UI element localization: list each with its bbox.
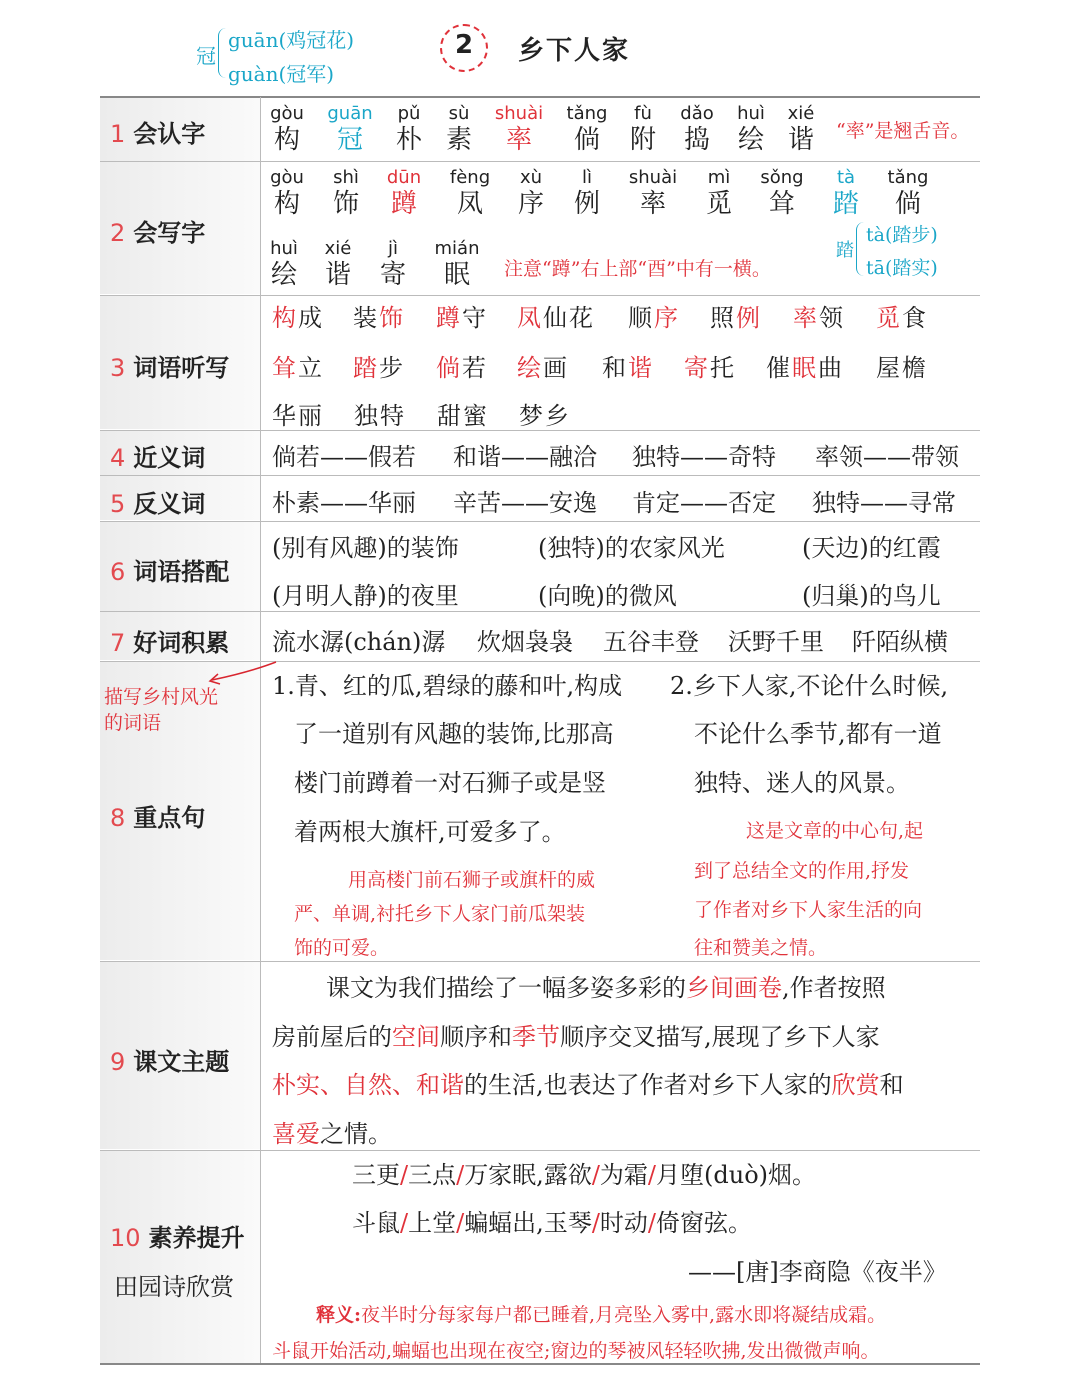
hanzi: 蹲 <box>390 189 417 219</box>
pinyin-char-cell <box>440 168 500 220</box>
pinyin-char-cell <box>557 168 617 220</box>
s8-right-line: 不论什么季节,都有一道 <box>694 720 942 748</box>
hanzi: 冠 <box>336 125 363 155</box>
hanzi: 附 <box>629 125 656 155</box>
dictation-word: 独特 <box>354 402 406 430</box>
pinyin: pǔ <box>397 103 421 124</box>
s8-right-note: 了作者对乡下人家生活的向 <box>694 899 923 921</box>
guan-reading-2: guàn(冠军) <box>228 62 335 86</box>
pinyin-char-cell <box>878 168 938 220</box>
pinyin: xié <box>324 238 352 259</box>
s8-left-note: 饰的可爱。 <box>294 937 390 959</box>
s6-item: (月明人静)的夜里 <box>272 582 459 610</box>
s4-item: 率领——带领 <box>815 443 959 471</box>
section-9-label: 9 课文主题 <box>110 1048 230 1076</box>
s8-right-line: 2.乡下人家,不论什么时候, <box>670 672 949 700</box>
s6-item: (向晚)的微风 <box>538 582 677 610</box>
dictation-word: 照例 <box>710 304 762 332</box>
pinyin-char-cell <box>257 104 317 156</box>
pinyin-char-cell <box>771 104 831 156</box>
hanzi: 觅 <box>705 189 732 219</box>
pinyin-char-cell <box>320 104 380 156</box>
pinyin: fèng <box>449 167 491 188</box>
hanzi: 倘 <box>573 125 600 155</box>
dictation-word: 耸立 <box>272 354 324 382</box>
s4-item: 独特——奇特 <box>632 443 776 471</box>
guan-brace <box>218 28 227 78</box>
pinyin-char-cell <box>257 168 317 220</box>
section-2-label: 2 会写字 <box>110 219 206 247</box>
s6-item: (归巢)的鸟儿 <box>802 582 941 610</box>
s8-right-note: 这是文章的中心句,起 <box>746 820 924 842</box>
pinyin: shuài <box>494 103 544 124</box>
hanzi: 率 <box>639 189 666 219</box>
pinyin: dǎo <box>680 103 714 124</box>
hanzi: 眠 <box>443 260 470 290</box>
pinyin: guān <box>327 103 373 124</box>
s7-item: 沃野千里 <box>728 628 824 656</box>
s8-left-line: 楼门前蹲着一对石狮子或是竖 <box>294 769 606 797</box>
dictation-word: 催眠曲 <box>766 354 844 382</box>
hanzi: 绘 <box>270 260 297 290</box>
pinyin-char-cell <box>816 168 876 220</box>
guan-reading-1: guān(鸡冠花) <box>228 28 355 52</box>
pinyin-char-cell <box>623 168 683 220</box>
poem-line-2: 斗鼠/上堂/蝙蝠出,玉琴/时动/倚窗弦。 <box>352 1209 753 1237</box>
dictation-word: 寄托 <box>684 354 736 382</box>
pinyin: xù <box>519 167 543 188</box>
dictation-word: 凤仙花 <box>517 304 595 332</box>
pinyin: huì <box>270 238 298 259</box>
hanzi: 率 <box>505 125 532 155</box>
dictation-word: 和谐 <box>602 354 654 382</box>
hanzi: 例 <box>573 189 600 219</box>
s9-line-2: 房前屋后的空间顺序和季节顺序交叉描写,展现了乡下人家 <box>272 1023 880 1051</box>
hanzi: 构 <box>273 125 300 155</box>
hanzi: 绘 <box>737 125 764 155</box>
pinyin-char-cell <box>689 168 749 220</box>
ta-char: 踏 <box>836 240 854 261</box>
s8-left-note: 严、单调,衬托乡下人家门前瓜架装 <box>294 903 586 925</box>
pinyin-char-cell <box>308 239 368 291</box>
pinyin: sǒng <box>760 167 804 188</box>
s9-line-3: 朴实、自然、和谐的生活,也表达了作者对乡下人家的欣赏和 <box>272 1071 904 1099</box>
hanzi: 谐 <box>324 260 351 290</box>
dictation-word: 蹲守 <box>436 304 488 332</box>
hanzi: 素 <box>445 125 472 155</box>
pinyin-char-cell <box>752 168 812 220</box>
pinyin-char-cell <box>557 104 617 156</box>
pinyin-char-cell <box>316 168 376 220</box>
guan-char: 冠 <box>196 44 216 68</box>
s8-right-note: 到了总结全文的作用,抒发 <box>694 860 910 882</box>
section-7-label: 7 好词积累 <box>110 629 230 657</box>
hanzi: 朴 <box>395 125 422 155</box>
pinyin: gòu <box>270 167 304 188</box>
s4-item: 倘若——假若 <box>272 443 416 471</box>
pinyin: mián <box>434 238 480 259</box>
s5-item: 肯定——否定 <box>632 489 776 517</box>
pinyin: tǎng <box>566 103 608 124</box>
s7-item: 五谷丰登 <box>603 628 699 656</box>
dictation-word: 华丽 <box>272 402 324 430</box>
s5-item: 辛苦——安逸 <box>453 489 597 517</box>
s8-left-line: 1.青、红的瓜,碧绿的藤和叶,构成 <box>272 672 623 700</box>
s6-item: (天边)的红霞 <box>802 534 941 562</box>
dictation-word: 踏步 <box>353 354 405 382</box>
ta-reading-2: tā(踏实) <box>866 257 938 279</box>
pinyin: xié <box>787 103 815 124</box>
hanzi: 序 <box>517 189 544 219</box>
pinyin-char-cell <box>363 239 423 291</box>
s5-item: 朴素——华丽 <box>272 489 416 517</box>
s6-item: (别有风趣)的装饰 <box>272 534 459 562</box>
section-6-label: 6 词语搭配 <box>110 558 230 586</box>
pinyin: fù <box>634 103 652 124</box>
dictation-word: 梦乡 <box>519 402 571 430</box>
pinyin: tà <box>836 167 856 188</box>
ta-reading-1: tà(踏步) <box>866 224 938 246</box>
dictation-word: 倘若 <box>436 354 488 382</box>
hanzi: 倘 <box>894 189 921 219</box>
dictation-word: 率领 <box>793 304 845 332</box>
pinyin: gòu <box>270 103 304 124</box>
poem-line-1: 三更/三点/万家眠,露欲/为霜/月堕(duò)烟。 <box>352 1161 817 1189</box>
hanzi: 谐 <box>787 125 814 155</box>
hanzi: 捣 <box>683 125 710 155</box>
s9-line-4: 喜爱之情。 <box>272 1120 392 1148</box>
dictation-word: 构成 <box>272 304 324 332</box>
pinyin: lì <box>581 167 592 188</box>
section-3-label: 3 词语听写 <box>110 354 230 382</box>
s8-right-note: 往和赞美之情。 <box>694 937 828 959</box>
poem-explanation-line-2: 斗鼠开始活动,蝙蝠也出现在夜空;窗边的琴被风轻轻吹拂,发出微微声响。 <box>272 1340 880 1362</box>
s8-right-line: 独特、迷人的风景。 <box>694 769 910 797</box>
s7-item: 阡陌纵横 <box>852 628 948 656</box>
pinyin: shuài <box>628 167 678 188</box>
s8-side-note: 描写乡村风光 <box>104 686 219 708</box>
dictation-word: 屋檐 <box>876 354 928 382</box>
pinyin-char-cell <box>254 239 314 291</box>
s8-left-line: 了一道别有风趣的装饰,比那高 <box>294 720 614 748</box>
pinyin-char-cell <box>429 104 489 156</box>
section-5-label: 5 反义词 <box>110 490 206 518</box>
pinyin: mì <box>707 167 731 188</box>
s8-side-note: 的词语 <box>104 712 162 734</box>
poem-author: ——[唐]李商隐《夜半》 <box>688 1258 947 1286</box>
section-8-label: 8 重点句 <box>110 804 206 832</box>
pinyin-char-cell <box>427 239 487 291</box>
dictation-word: 觅食 <box>876 304 928 332</box>
s9-line-1: 课文为我们描绘了一幅多姿多彩的乡间画卷,作者按照 <box>326 974 886 1002</box>
s6-item: (独特)的农家风光 <box>538 534 725 562</box>
s2-note: 注意“蹲”右上部“酉”中有一横。 <box>504 258 771 280</box>
s8-left-line: 着两根大旗杆,可爱多了。 <box>294 818 566 846</box>
hanzi: 寄 <box>379 260 406 290</box>
section-1-label: 1 会认字 <box>110 120 206 148</box>
s7-item: 炊烟袅袅 <box>477 628 573 656</box>
pinyin-char-cell <box>489 104 549 156</box>
section-4-label: 4 近义词 <box>110 444 206 472</box>
s1-note: “率”是翘舌音。 <box>836 120 970 142</box>
dictation-word: 顺序 <box>628 304 680 332</box>
poem-explanation-line-1: 释义:夜半时分每家每户都已睡着,月亮坠入雾中,露水即将凝结成霜。 <box>316 1304 887 1326</box>
pinyin-char-cell <box>501 168 561 220</box>
pinyin-char-cell <box>374 168 434 220</box>
section-10-label: 10 素养提升 <box>110 1224 245 1252</box>
lesson-number: 2 <box>454 30 474 60</box>
s8-annotation-arrow <box>200 658 280 688</box>
pinyin-char-cell <box>613 104 673 156</box>
pinyin: dūn <box>386 167 422 188</box>
dictation-word: 甜蜜 <box>437 402 489 430</box>
s8-left-note: 用高楼门前石狮子或旗杆的威 <box>348 869 596 891</box>
page-title: 乡下人家 <box>518 36 631 66</box>
hanzi: 耸 <box>768 189 795 219</box>
dictation-word: 装饰 <box>353 304 405 332</box>
s4-item: 和谐——融洽 <box>453 443 597 471</box>
dictation-word: 绘画 <box>517 354 569 382</box>
pinyin: huì <box>737 103 765 124</box>
section-10-sublabel: 田园诗欣赏 <box>114 1273 234 1301</box>
hanzi: 踏 <box>832 189 859 219</box>
hanzi: 构 <box>273 189 300 219</box>
s5-item: 独特——寻常 <box>812 489 956 517</box>
pinyin: shì <box>333 167 359 188</box>
ta-brace <box>856 222 865 276</box>
pinyin-char-cell <box>667 104 727 156</box>
pinyin: sù <box>448 103 470 124</box>
pinyin: tǎng <box>887 167 929 188</box>
s7-item: 流水潺(chán)潺 <box>272 628 446 656</box>
hanzi: 饰 <box>332 189 359 219</box>
hanzi: 凤 <box>456 189 483 219</box>
pinyin: jì <box>387 238 398 259</box>
